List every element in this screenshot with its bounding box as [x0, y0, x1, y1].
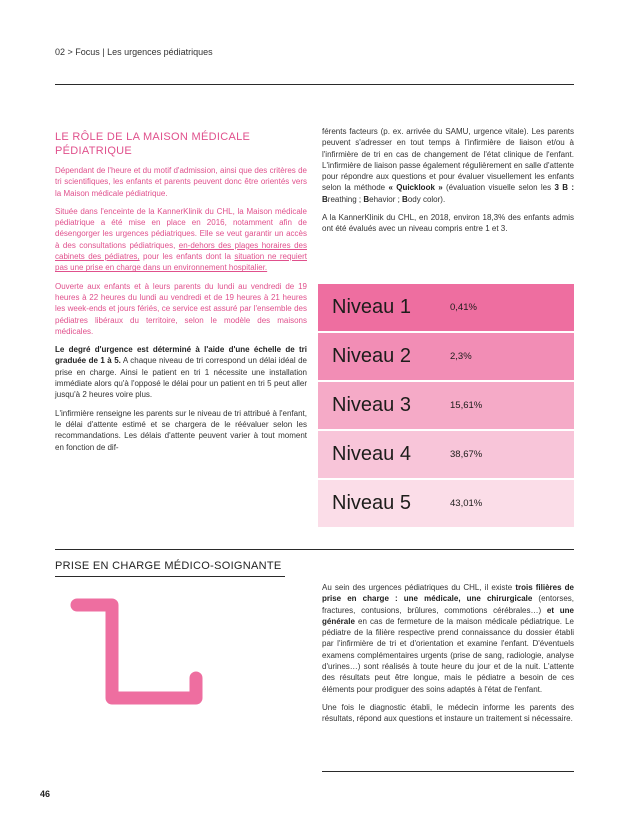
link-horaires[interactable]: en-dehors des plages horaires des cabinets des pédiatres, — [55, 240, 307, 262]
bold-text: et une générale — [322, 605, 574, 626]
paragraph-diagnostic: Une fois le diagnostic établi, le médecin informe les parents des résultats, répond aux questions et instaure un traitement si nécessaire. — [322, 702, 574, 724]
bold-text: B — [402, 194, 408, 204]
level-value: 15,61% — [450, 400, 483, 411]
triage-levels-table — [318, 284, 574, 529]
header-rule — [55, 84, 574, 85]
paragraph-situee — [55, 206, 307, 274]
level-name: Niveau 2 — [332, 345, 411, 367]
section-rule — [55, 549, 574, 550]
text-fragment: reathing ; — [327, 194, 364, 204]
level-value: 2,3% — [450, 351, 472, 362]
paragraph-orientation: Dépendant de l'heure et du motif d'admission, ainsi que des critères de tri scientifiques, les enfants et parents peuvent donc être orientés vers la Maison médicale pédiatrique. — [55, 166, 307, 198]
section-title-maison-medicale: LE RÔLE DE LA MAISON MÉDICALE PÉDIATRIQUE — [55, 131, 251, 157]
level-row-2 — [318, 333, 574, 380]
page-number: 46 — [40, 789, 51, 799]
level-name: Niveau 5 — [332, 492, 411, 514]
level-name: Niveau 1 — [332, 296, 411, 318]
link-situation[interactable]: situation ne requiert pas une prise en charge dans un environnement hospitalier. — [55, 252, 307, 273]
text-fragment: ehavior ; — [369, 194, 403, 204]
level-row-3 — [318, 382, 574, 429]
text-fragment: A chaque niveau de tri correspond un délai idéal de prise en charge. Ainsi le patient en tri 1 nécessite une installation immédiate alors qu'à l'opposé le délai pour un patient en tri 5 peut aller jusqu'à 2 heures voire plus. — [55, 356, 307, 400]
decorative-bracket-graphic — [70, 598, 220, 728]
closing-rule — [322, 771, 574, 772]
text-fragment: (entorses, fractures, contusions, brûlures, commotions cérébrales…) — [322, 594, 574, 615]
bold-text: « Quicklook » — [388, 183, 443, 193]
bold-text: 3 B : B — [322, 183, 574, 204]
paragraph-degre-urgence — [55, 344, 307, 400]
bold-text: B — [363, 194, 370, 204]
text-fragment: pour les enfants dont la — [139, 252, 235, 262]
paragraph-statistique: A la KannerKlinik du CHL, en 2018, environ 18,3% des enfants admis ont été évalués avec un niveau compris entre 1 et 3. — [322, 213, 574, 234]
text-fragment: Située dans l'enceinte de la KannerKlinik du CHL, la Maison médicale pédiatrique a été mise en place en 2016, notamment afin de désengorger les urgences pédiatriques. Elle se veut garantir un accès à des consultations pédiatriques, — [55, 206, 307, 250]
level-row-5 — [318, 480, 574, 527]
bold-text: Le degré d'urgence est déterminé à l'aide d'une échelle de tri graduée de 1 à 5. — [55, 345, 307, 366]
left-column — [55, 165, 307, 460]
text-fragment: (évaluation visuelle selon les — [442, 183, 555, 193]
level-value: 43,01% — [450, 498, 483, 509]
right-column-top — [322, 126, 574, 242]
text-fragment: férents facteurs (p. ex. arrivée du SAMU, urgence vitale). Les parents peuvent s'adresser en tout temps à l'infirmière de liaison et/ou à l'infirmière de tri en cas de changement de l'état clinique de l'enfant. L'infirmière de liaison passe également régulièrement en salle d'attente pour répondre aux questions et pour évaluer visuellement les enfants selon la méthode — [322, 127, 574, 193]
level-name: Niveau 4 — [332, 443, 411, 465]
level-name: Niveau 3 — [332, 394, 411, 416]
level-row-4 — [318, 431, 574, 478]
level-row-1 — [318, 284, 574, 331]
level-value: 38,67% — [450, 449, 483, 460]
text-fragment: ody color). — [407, 194, 446, 204]
paragraph-facteurs — [322, 126, 574, 205]
text-fragment: Au sein des urgences pédiatriques du CHL, il existe — [322, 583, 516, 592]
paragraph-infirmiere: L'infirmière renseigne les parents sur le niveau de tri attribué à l'enfant, le délai d'attente estimé et se chargera de le réévaluer selon les recommandations. Les délais d'attente peuvent varier à tout moment en fonction de dif- — [55, 408, 307, 452]
paragraph-filieres — [322, 582, 574, 695]
section-title-underline — [55, 576, 285, 577]
page-header: 02 > Focus | Les urgences pédiatriques — [55, 47, 213, 57]
level-value: 0,41% — [450, 302, 477, 313]
text-fragment: en cas de fermeture de la maison médicale pédiatrique. Le pédiatre de la filière respective prend connaissance du dossier établi par l'infirmière de tri et d'orientation et examine l'enfant. D'éventuels examens complémentaires urgents (prise de sang, radiologie, analyse d'urines…) sont réalisés à toute heure du jour et de la nuit. L'attente des résultats peut être longue, mais le pédiatre a besoin de ces éléments pour prodiguer des soins adaptés à l'état de l'enfant. — [322, 616, 574, 694]
section-title-prise-en-charge: PRISE EN CHARGE MÉDICO-SOIGNANTE — [55, 560, 282, 572]
right-column-bottom — [322, 582, 574, 732]
paragraph-ouverte: Ouverte aux enfants et à leurs parents du lundi au vendredi de 19 heures à 22 heures du lundi au vendredi et de 19 heures à 21 heures les week-ends et jours fériés, ce service est assuré par l'ensemble des pédiatres libéraux du territoire, selon le modèle des maisons médicales. — [55, 281, 307, 336]
bold-text: trois filières de prise en charge : une médicale, une chirurgicale — [322, 583, 574, 604]
